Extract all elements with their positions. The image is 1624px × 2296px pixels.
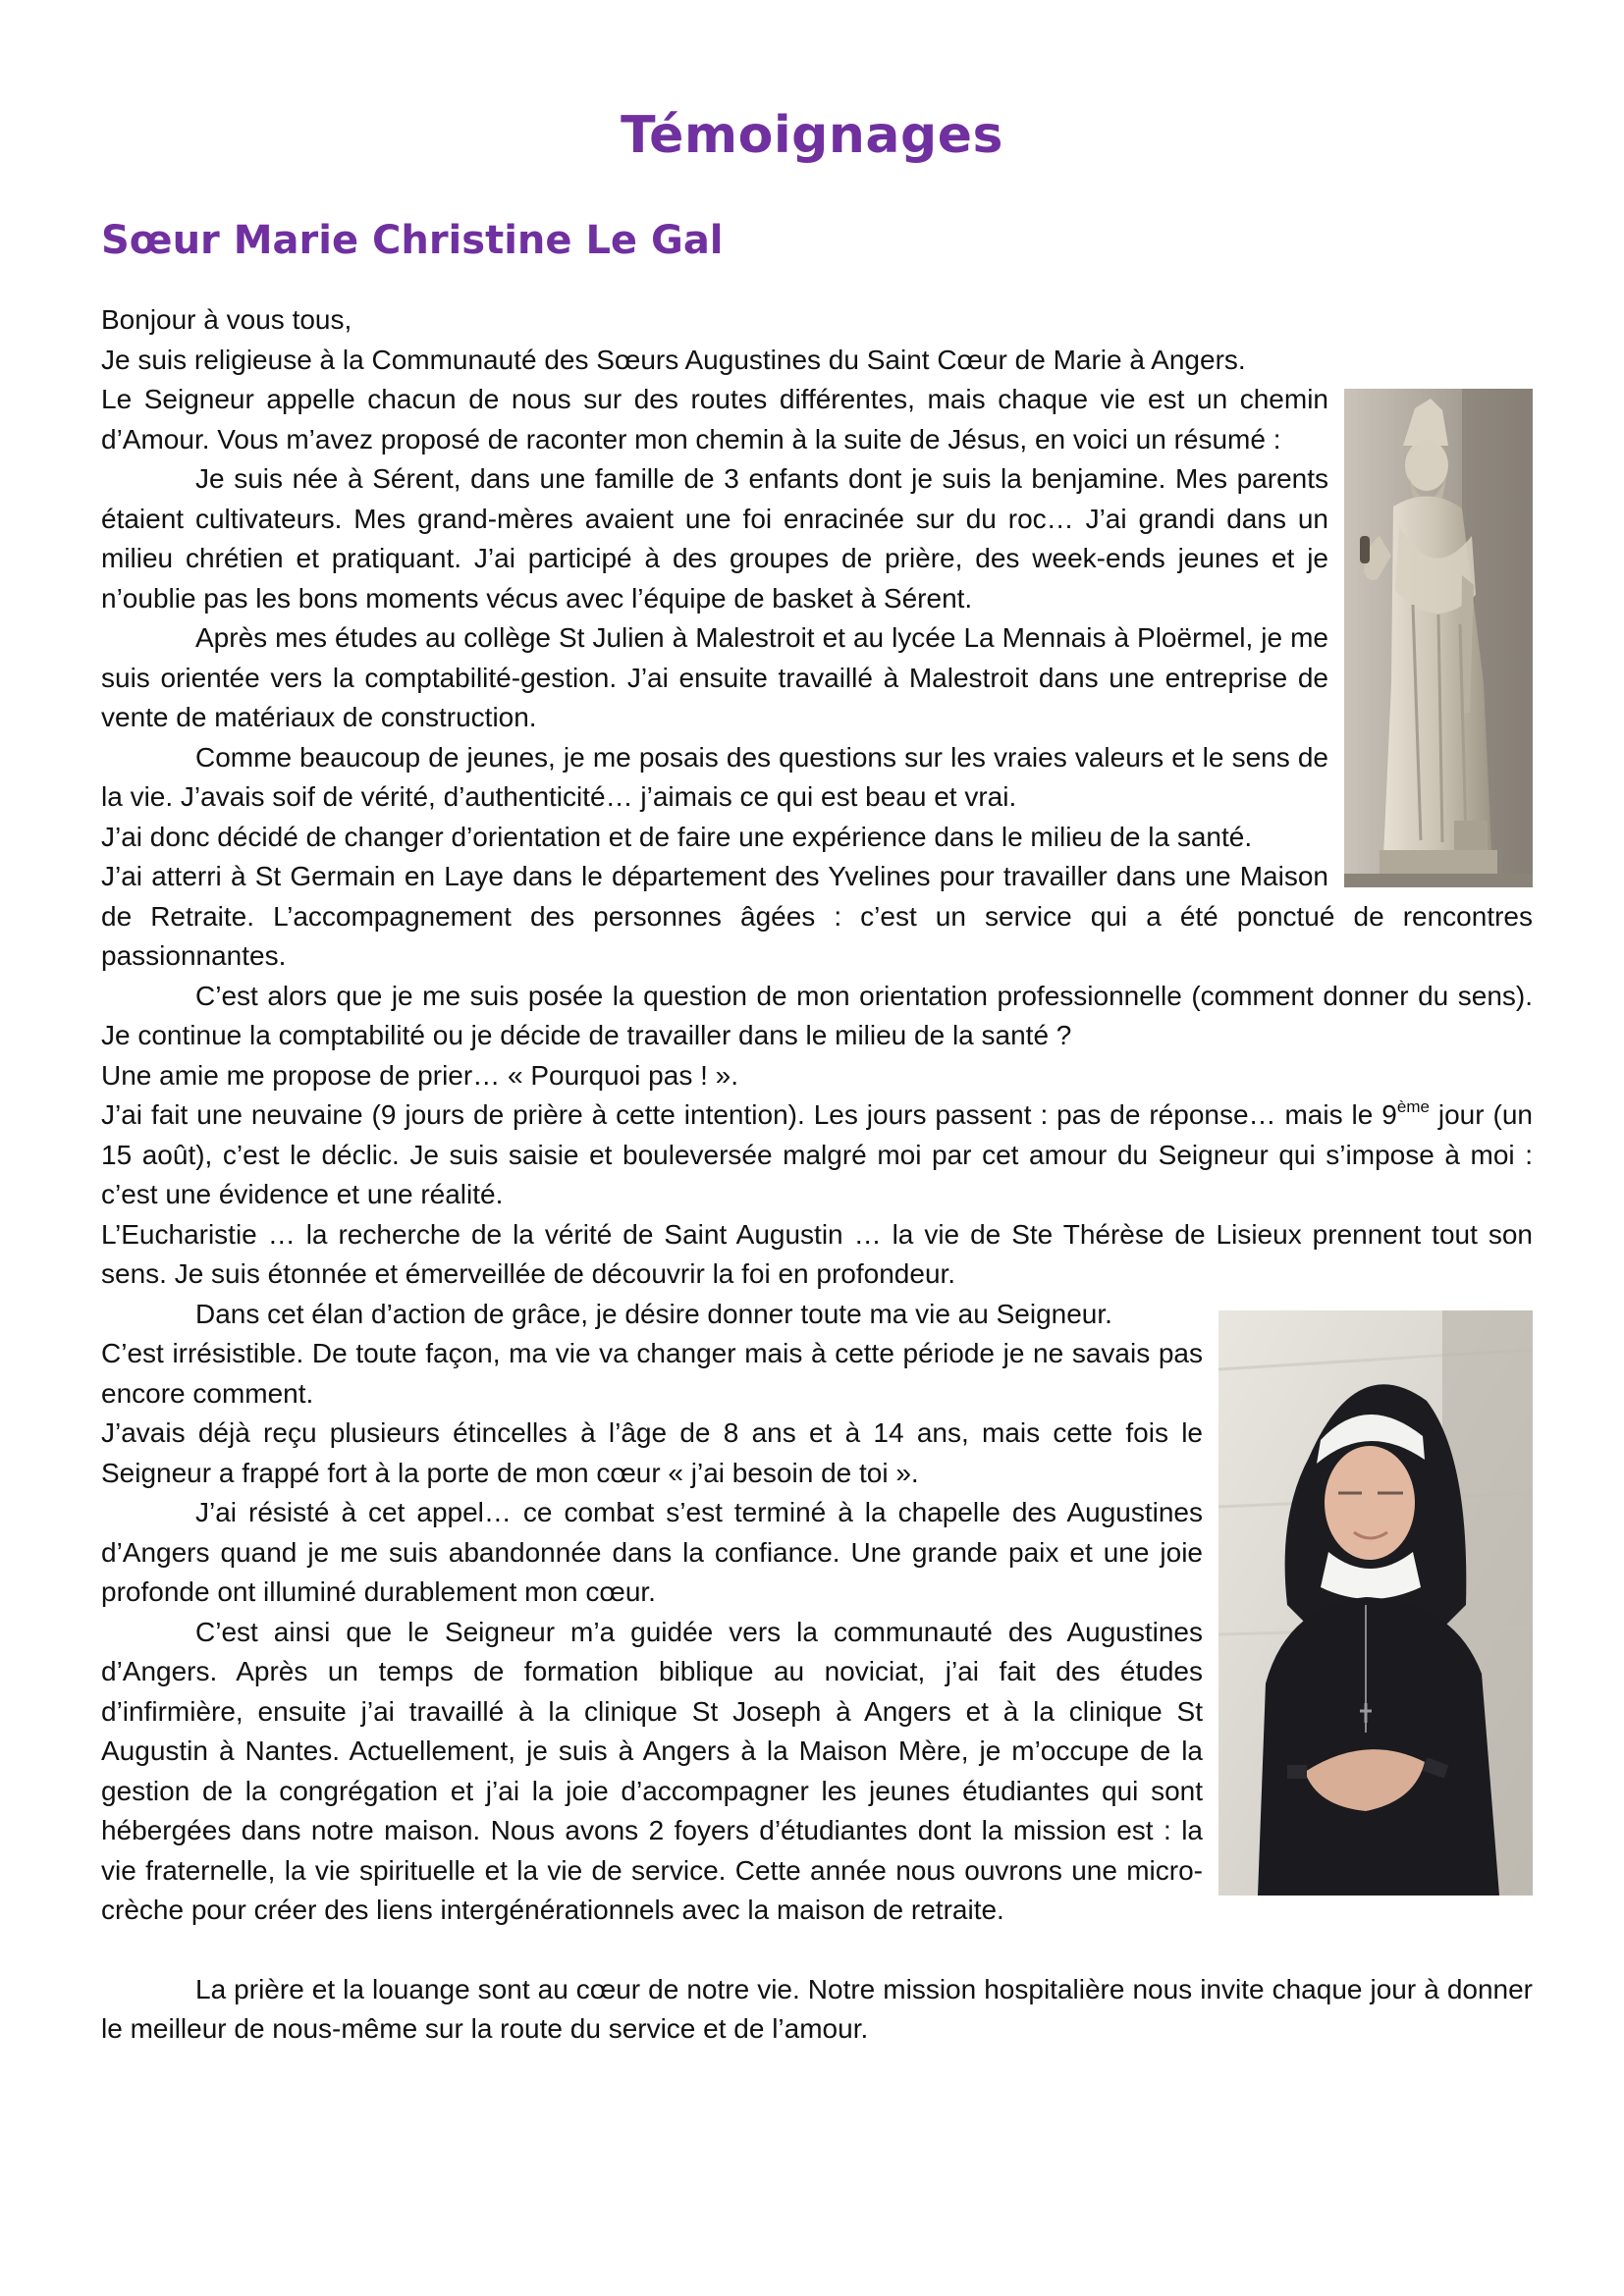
- paragraph-calling: Le Seigneur appelle chacun de nous sur des routes différentes, mais chaque vie est un chemin d’Amour. Vous m’avez proposé de raconter mon chemin à la suite de Jésus, en voici un résumé :: [101, 384, 1328, 454]
- sister-portrait-photo: [1218, 1310, 1533, 1896]
- paragraph-questions: Comme beaucoup de jeunes, je me posais des questions sur les vraies valeurs et le sens de la vie. J’avais soif de vérité, d’authenticité… j’aimais ce qui est beau et vrai.: [101, 741, 1328, 812]
- testimony-author-heading: Sœur Marie Christine Le Gal: [101, 218, 724, 263]
- paragraph-childhood: Je suis née à Sérent, dans une famille de 3 enfants dont je suis la benjamine. Mes parents étaient cultivateurs. Mes grand-mères avaient une foi enracinée sur du roc… J’ai grandi dans un milieu chrétien et pratiquant. J’ai participé à des groupes de prière, des week-ends jeunes et je n’oublie pas les bons moments vécus avec l’équipe de basket à Sérent.: [101, 463, 1328, 614]
- paragraph-novena: [101, 1095, 1533, 1215]
- paragraph-professional-question: C’est alors que je me suis posée la question de mon orientation professionnelle (comment donner du sens). Je continue la comptabilité ou je décide de travailler dans le milieu de la santé ?: [101, 980, 1533, 1050]
- paragraph-greeting: Bonjour à vous tous,: [101, 304, 352, 335]
- paragraph-eucharist: L’Eucharistie … la recherche de la vérité de Saint Augustin … la vie de Ste Thérèse de Lisieux prennent tout son sens. Je suis étonnée et émerveillée de découvrir la foi en profondeur.: [101, 1218, 1533, 1289]
- bishop-statue-photo: [1344, 389, 1533, 887]
- paragraph-resistance: J’ai résisté à cet appel… ce combat s’est terminé à la chapelle des Augustines d’Angers quand je me suis abandonnée dans la confiance. Une grande paix et une joie profonde ont illuminé durablement mon cœur.: [101, 1497, 1203, 1607]
- paragraph-prayer-mission: La prière et la louange sont au cœur de notre vie. Notre mission hospitalière nous invite chaque jour à donner le meilleur de nous-même sur la route du service et de l’amour.: [101, 1973, 1533, 2044]
- paragraph-studies: Après mes études au collège St Julien à Malestroit et au lycée La Mennais à Ploërmel, je me suis orientée vers la comptabilité-gestion. J’ai ensuite travaillé à Malestroit dans une entreprise de vente de matériaux de construction.: [101, 622, 1328, 732]
- paragraph-augustines-path: C’est ainsi que le Seigneur m’a guidée vers la communauté des Augustines d’Angers. Après un temps de formation biblique au noviciat, j’ai fait des études d’infirmière, ensuite j’ai travaillé à la clinique St Joseph à Angers et à la clinique St Augustin à Nantes. Actuellement, je suis à Angers à la Maison Mère, je m’occupe de la gestion de la congrégation et j’ai la joie d’accompagner les jeunes étudiantes qui sont hébergées dans notre maison. Nous avons 2 foyers d’étudiantes dont la mission est : la vie fraternelle, la vie spirituelle et la vie de service. Cette année nous ouvrons une micro-crèche pour créer des liens intergénérationnels avec la maison de retraite.: [101, 1616, 1203, 1925]
- paragraph-orientation-change: J’ai donc décidé de changer d’orientation et de faire une expérience dans le milieu de la santé.: [101, 821, 1253, 852]
- ordinal-superscript: ème: [1396, 1097, 1430, 1117]
- novena-text-end: jour (un 15 août), c’est le déclic. Je suis saisie et bouleversée malgré moi par cet amour du Seigneur qui s’impose à moi : c’est une évidence et une réalité.: [101, 1099, 1533, 1209]
- testimony-body: [101, 300, 1533, 2050]
- paragraph-sparks: J’avais déjà reçu plusieurs étincelles à l’âge de 8 ans et à 14 ans, mais cette fois le Seigneur a frappé fort à la porte de mon cœur « j’ai besoin de toi ».: [101, 1417, 1203, 1488]
- novena-text-start: J’ai fait une neuvaine (9 jours de prière à cette intention). Les jours passent : pas de réponse… mais le 9: [101, 1099, 1397, 1130]
- paragraph-friend-prayer: Une amie me propose de prier… « Pourquoi pas ! ».: [101, 1059, 739, 1091]
- paragraph-irresistible: C’est irrésistible. De toute façon, ma vie va changer mais à cette période je ne savais pas encore comment.: [101, 1338, 1203, 1409]
- page-title: Témoignages: [621, 106, 1003, 165]
- paragraph-retirement-home: J’ai atterri à St Germain en Laye dans le département des Yvelines pour travailler dans une Maison de Retraite. L’accompagnement des personnes âgées : c’est un service qui a été ponctué de rencontres passionnantes.: [101, 861, 1533, 971]
- paragraph-introduction: Je suis religieuse à la Communauté des Sœurs Augustines du Saint Cœur de Marie à Angers.: [101, 344, 1246, 375]
- paragraph-thanksgiving: Dans cet élan d’action de grâce, je désire donner toute ma vie au Seigneur.: [195, 1298, 1112, 1329]
